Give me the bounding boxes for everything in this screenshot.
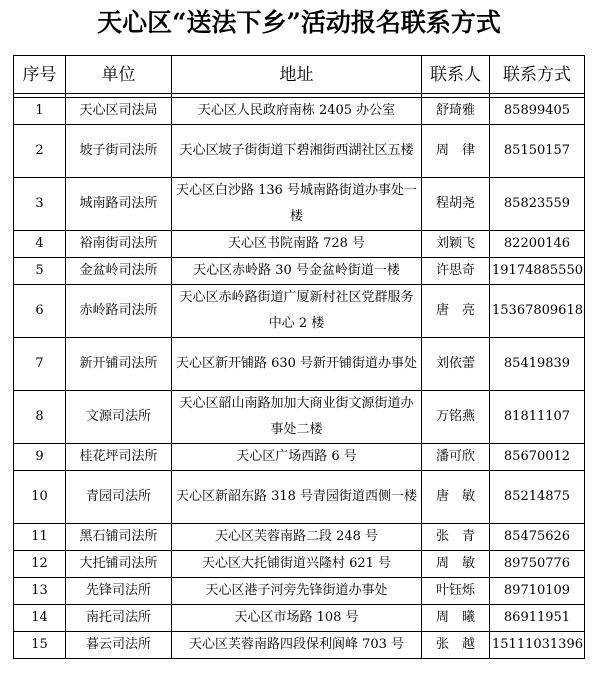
table-row bbox=[14, 551, 585, 578]
row-address: 天心区广场西路 6 号 bbox=[172, 444, 422, 471]
row-contact: 周 律 bbox=[422, 125, 490, 178]
row-address: 天心区新开铺路 630 号新开铺街道办事处 bbox=[172, 338, 422, 391]
row-contact: 周 敏 bbox=[422, 551, 490, 578]
row-no: 3 bbox=[14, 178, 66, 231]
row-address: 天心区人民政府南栋 2405 办公室 bbox=[172, 98, 422, 125]
row-address: 天心区新韶东路 318 号青园街道西侧一楼 bbox=[172, 471, 422, 524]
row-unit: 赤岭路司法所 bbox=[66, 285, 172, 338]
table-row bbox=[14, 231, 585, 258]
row-address: 天心区赤岭路 30 号金盆岭街道一楼 bbox=[172, 258, 422, 285]
row-contact: 舒琦雅 bbox=[422, 98, 490, 125]
row-unit: 新开铺司法所 bbox=[66, 338, 172, 391]
table-row bbox=[14, 338, 585, 391]
row-contact: 唐 亮 bbox=[422, 285, 490, 338]
row-phone: 81811107 bbox=[490, 391, 585, 444]
row-phone: 89750776 bbox=[490, 551, 585, 578]
row-address: 天心区坡子街街道下碧湘街西湖社区五楼 bbox=[172, 125, 422, 178]
row-unit: 天心区司法局 bbox=[66, 98, 172, 125]
table-row bbox=[14, 178, 585, 231]
row-contact: 张 越 bbox=[422, 632, 490, 659]
row-no: 2 bbox=[14, 125, 66, 178]
row-phone: 85823559 bbox=[490, 178, 585, 231]
row-unit: 南托司法所 bbox=[66, 605, 172, 632]
row-no: 8 bbox=[14, 391, 66, 444]
row-unit: 暮云司法所 bbox=[66, 632, 172, 659]
row-phone: 15111031396 bbox=[490, 632, 585, 659]
row-contact: 刘依蕾 bbox=[422, 338, 490, 391]
table-header-row bbox=[14, 56, 585, 94]
row-unit: 先锋司法所 bbox=[66, 578, 172, 605]
row-phone: 85899405 bbox=[490, 98, 585, 125]
row-address: 天心区白沙路 136 号城南路街道办事处一楼 bbox=[172, 178, 422, 231]
row-unit: 黑石铺司法所 bbox=[66, 524, 172, 551]
row-unit: 大托铺司法所 bbox=[66, 551, 172, 578]
row-unit: 城南路司法所 bbox=[66, 178, 172, 231]
row-contact: 程胡尧 bbox=[422, 178, 490, 231]
table-row bbox=[14, 285, 585, 338]
row-unit: 裕南街司法所 bbox=[66, 231, 172, 258]
table-row bbox=[14, 471, 585, 524]
row-phone: 85670012 bbox=[490, 444, 585, 471]
row-phone: 85150157 bbox=[490, 125, 585, 178]
header-phone: 联系方式 bbox=[490, 56, 585, 94]
row-no: 13 bbox=[14, 578, 66, 605]
table-row bbox=[14, 391, 585, 444]
row-contact: 叶钰烁 bbox=[422, 578, 490, 605]
row-no: 14 bbox=[14, 605, 66, 632]
row-no: 4 bbox=[14, 231, 66, 258]
header-contact: 联系人 bbox=[422, 56, 490, 94]
row-phone: 85214875 bbox=[490, 471, 585, 524]
row-phone: 82200146 bbox=[490, 231, 585, 258]
row-address: 天心区韶山南路加加大商业街文源街道办事处二楼 bbox=[172, 391, 422, 444]
row-contact: 许思奇 bbox=[422, 258, 490, 285]
row-no: 11 bbox=[14, 524, 66, 551]
table-row bbox=[14, 98, 585, 125]
table-row bbox=[14, 605, 585, 632]
page-title: 天心区“送法下乡”活动报名联系方式 bbox=[97, 8, 501, 37]
row-no: 5 bbox=[14, 258, 66, 285]
row-contact: 周 曦 bbox=[422, 605, 490, 632]
row-address: 天心区芙蓉南路二段 248 号 bbox=[172, 524, 422, 551]
row-unit: 桂花坪司法所 bbox=[66, 444, 172, 471]
row-phone: 19174885550 bbox=[490, 258, 585, 285]
header-unit: 单位 bbox=[66, 56, 172, 94]
table-row bbox=[14, 578, 585, 605]
row-contact: 张 青 bbox=[422, 524, 490, 551]
table-row bbox=[14, 524, 585, 551]
table-row bbox=[14, 632, 585, 659]
row-unit: 文源司法所 bbox=[66, 391, 172, 444]
row-unit: 坡子街司法所 bbox=[66, 125, 172, 178]
table-row bbox=[14, 125, 585, 178]
row-contact: 万铭燕 bbox=[422, 391, 490, 444]
row-address: 天心区芙蓉南路四段保利阆峰 703 号 bbox=[172, 632, 422, 659]
contacts-table bbox=[13, 55, 585, 659]
row-no: 1 bbox=[14, 98, 66, 125]
header-address: 地址 bbox=[172, 56, 422, 94]
table-row bbox=[14, 258, 585, 285]
row-unit: 金盆岭司法所 bbox=[66, 258, 172, 285]
row-no: 10 bbox=[14, 471, 66, 524]
row-address: 天心区大托铺街道兴隆村 621 号 bbox=[172, 551, 422, 578]
row-address: 天心区赤岭路街道广厦新村社区党群服务中心 2 楼 bbox=[172, 285, 422, 338]
row-address: 天心区市场路 108 号 bbox=[172, 605, 422, 632]
row-phone: 86911951 bbox=[490, 605, 585, 632]
row-contact: 刘颖飞 bbox=[422, 231, 490, 258]
row-no: 9 bbox=[14, 444, 66, 471]
row-address: 天心区书院南路 728 号 bbox=[172, 231, 422, 258]
row-unit: 青园司法所 bbox=[66, 471, 172, 524]
row-phone: 89710109 bbox=[490, 578, 585, 605]
table-row bbox=[14, 444, 585, 471]
row-no: 15 bbox=[14, 632, 66, 659]
row-contact: 唐 敏 bbox=[422, 471, 490, 524]
row-address: 天心区港子河旁先锋街道办事处 bbox=[172, 578, 422, 605]
row-contact: 潘可欣 bbox=[422, 444, 490, 471]
row-phone: 15367809618 bbox=[490, 285, 585, 338]
row-no: 12 bbox=[14, 551, 66, 578]
row-phone: 85475626 bbox=[490, 524, 585, 551]
header-no: 序号 bbox=[14, 56, 66, 94]
row-no: 7 bbox=[14, 338, 66, 391]
row-phone: 85419839 bbox=[490, 338, 585, 391]
row-no: 6 bbox=[14, 285, 66, 338]
